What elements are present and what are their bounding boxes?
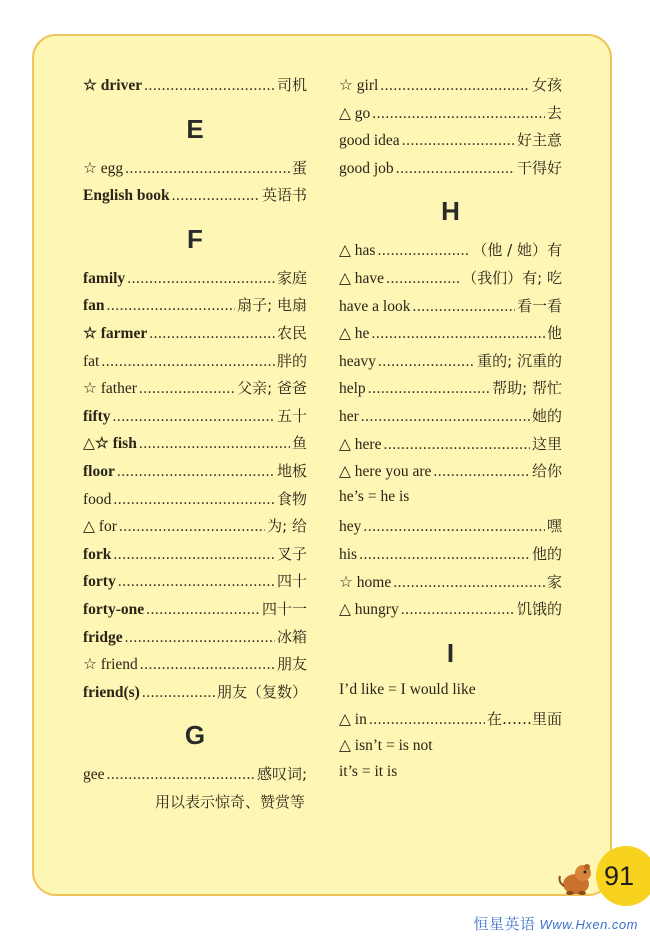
entry-word: △ in — [339, 711, 367, 729]
dot-leader — [396, 160, 515, 178]
glossary-entry — [339, 239, 562, 267]
glossary-entry — [83, 377, 307, 405]
glossary-entry — [83, 350, 307, 378]
dot-leader — [119, 518, 265, 536]
entry-meaning: 重的; 沉重的 — [477, 351, 562, 370]
entry-meaning: 嘿 — [546, 517, 562, 536]
dot-leader — [369, 711, 485, 729]
entry-word: food — [83, 490, 112, 508]
contraction-text: I’d like = I would like — [339, 680, 476, 698]
entry-meaning: （我们）有; 吃 — [462, 268, 562, 287]
entry-word: her — [339, 407, 359, 425]
entry-word: ☆ father — [83, 380, 137, 398]
entry-meaning: 给你 — [531, 462, 562, 481]
glossary-entry — [339, 322, 562, 350]
glossary-entry — [339, 74, 562, 102]
contraction-text: it’s = it is — [339, 763, 398, 781]
entry-meaning: 英语书 — [261, 186, 307, 205]
glossary-entry — [83, 294, 307, 322]
dot-leader — [371, 325, 545, 343]
entry-word: fridge — [83, 628, 123, 646]
entry-word: △ has — [339, 242, 376, 260]
entry-meaning: 干得好 — [516, 158, 562, 177]
dot-leader — [393, 574, 545, 592]
entry-meaning: 家庭 — [276, 268, 307, 287]
dot-leader — [139, 435, 290, 453]
entry-word: ☆ home — [339, 573, 392, 591]
glossary-entry — [83, 681, 307, 709]
contraction-text: △ isn’t = is not — [339, 736, 433, 754]
entry-meaning: 司机 — [276, 76, 307, 94]
glossary-contraction — [339, 736, 562, 764]
section-letter: H — [441, 196, 460, 227]
glossary-contraction — [339, 681, 562, 709]
glossary-entry — [83, 570, 307, 598]
glossary-entry — [339, 267, 562, 295]
dot-leader — [383, 436, 530, 454]
entry-word: fat — [83, 352, 100, 370]
footer-watermark[interactable] — [474, 913, 638, 934]
entry-word: fork — [83, 545, 112, 563]
entry-meaning: 家 — [546, 572, 562, 591]
glossary-entry — [83, 267, 307, 295]
entry-meaning: 帮助; 帮忙 — [492, 379, 562, 398]
dot-leader — [386, 270, 460, 288]
entry-meaning: 看一看 — [516, 296, 562, 315]
entry-meaning: 在……里面 — [486, 710, 562, 729]
entry-word: ☆ egg — [83, 159, 124, 177]
entry-word: good job — [339, 159, 394, 177]
dot-leader — [127, 270, 275, 288]
entry-word: ☆ girl — [339, 77, 379, 94]
entry-word: family — [83, 269, 126, 287]
entry-meaning: 胖的 — [276, 351, 307, 370]
dot-leader — [372, 105, 545, 123]
dot-leader — [107, 766, 255, 784]
mascot-illustration — [556, 858, 596, 898]
glossary-entry — [83, 460, 307, 488]
entry-meaning: 冰箱 — [276, 627, 307, 646]
entry-meaning: 他 — [546, 324, 562, 343]
dot-leader — [172, 187, 260, 205]
dot-leader — [368, 380, 490, 398]
glossary-left-column — [83, 74, 307, 818]
entry-word: floor — [83, 462, 115, 480]
glossary-entry — [339, 405, 562, 433]
glossary-entry — [83, 157, 307, 185]
entry-meaning: 朋友 — [276, 655, 307, 674]
entry-word: help — [339, 380, 366, 398]
entry-meaning: 他的 — [531, 544, 562, 563]
entry-meaning: 扇子; 电扇 — [237, 296, 307, 315]
dot-leader — [125, 160, 290, 178]
entry-word: fan — [83, 297, 105, 315]
entry-word: hey — [339, 518, 362, 536]
section-letter: F — [187, 223, 203, 254]
entry-meaning: 地板 — [276, 461, 307, 480]
contraction-text: he’s = he is — [339, 487, 410, 505]
glossary-contraction — [339, 488, 562, 516]
glossary-entry — [83, 432, 307, 460]
glossary-entry — [83, 763, 307, 791]
entry-word: forty — [83, 573, 116, 591]
entry-meaning: 蛋 — [291, 158, 307, 177]
glossary-entry — [339, 433, 562, 461]
section-letter: G — [184, 720, 206, 751]
dot-leader — [113, 408, 275, 426]
section-letter: E — [186, 113, 204, 144]
entry-meaning: 农民 — [276, 323, 307, 342]
entry-meaning: 叉子 — [276, 544, 307, 563]
glossary-entry — [83, 184, 307, 212]
entry-meaning: （他 / 她）有 — [472, 241, 562, 260]
entry-meaning-continuation — [83, 791, 307, 819]
page-number: 91 — [603, 860, 635, 891]
entry-word: his — [339, 545, 358, 563]
dot-leader — [101, 353, 275, 371]
dot-leader — [361, 408, 530, 426]
entry-word: good idea — [339, 132, 400, 150]
glossary-entry — [339, 543, 562, 571]
glossary-entry — [339, 708, 562, 736]
entry-word: friend(s) — [83, 683, 140, 701]
glossary-entry — [339, 102, 562, 130]
glossary-entry — [339, 460, 562, 488]
entry-meaning: 食物 — [276, 489, 307, 508]
entry-word: gee — [83, 766, 105, 784]
glossary-entry — [83, 598, 307, 626]
entry-word: △ hungry — [339, 601, 399, 619]
entry-word: △☆ fish — [83, 435, 137, 453]
entry-meaning: 女孩 — [531, 76, 562, 94]
dot-leader — [412, 298, 515, 316]
dot-leader — [113, 546, 275, 564]
dot-leader — [149, 325, 275, 343]
dot-leader — [125, 629, 275, 647]
dot-leader — [142, 684, 215, 702]
dot-leader — [380, 77, 530, 95]
dot-leader — [402, 132, 515, 150]
glossary-right-column — [339, 74, 562, 791]
glossary-entry — [83, 543, 307, 571]
entry-word: ☆ friend — [83, 656, 138, 674]
entry-word: have a look — [339, 297, 411, 315]
entry-meaning: 鱼 — [291, 434, 307, 453]
entry-word: fifty — [83, 407, 111, 425]
glossary-entry — [339, 129, 562, 157]
entry-meaning: 感叹词; — [256, 765, 307, 784]
glossary-entry — [339, 598, 562, 626]
glossary-entry — [83, 653, 307, 681]
entry-word: forty-one — [83, 600, 145, 618]
entry-word: ☆ driver — [83, 77, 143, 94]
entry-word: △ have — [339, 269, 385, 287]
dot-leader — [363, 518, 545, 536]
entry-meaning: 父亲; 爸爸 — [237, 379, 307, 398]
entry-meaning: 好主意 — [516, 131, 562, 150]
entry-word: △ go — [339, 104, 371, 122]
glossary-entry — [83, 405, 307, 433]
dot-leader — [113, 491, 275, 509]
entry-meaning: 饥饿的 — [516, 600, 562, 619]
dot-leader — [377, 242, 470, 260]
glossary-entry — [339, 157, 562, 185]
dot-leader — [378, 353, 475, 371]
dot-leader — [117, 463, 275, 481]
entry-meaning: 五十 — [276, 406, 307, 425]
entry-word: △ here you are — [339, 463, 432, 481]
entry-meaning: 朋友（复数） — [216, 682, 307, 701]
entry-word: △ he — [339, 325, 370, 343]
glossary-entry — [83, 488, 307, 516]
dot-leader — [139, 380, 235, 398]
dot-leader — [359, 546, 530, 564]
entry-word: △ for — [83, 518, 117, 536]
entry-meaning: 四十一 — [261, 599, 307, 618]
entry-word: English book — [83, 187, 170, 205]
glossary-entry — [83, 74, 307, 102]
dot-leader — [140, 656, 275, 674]
dot-leader — [107, 297, 236, 315]
dot-leader — [144, 77, 275, 95]
dot-leader — [146, 601, 260, 619]
entry-word: ☆ farmer — [83, 324, 148, 342]
entry-meaning: 四十 — [276, 572, 307, 591]
entry-word: △ here — [339, 435, 382, 453]
section-letter: I — [446, 637, 455, 668]
entry-meaning: 这里 — [531, 434, 562, 453]
footer-logo-text: 恒星英语 — [473, 915, 536, 933]
glossary-contraction — [339, 763, 562, 791]
glossary-entry — [83, 322, 307, 350]
entry-word: heavy — [339, 352, 377, 370]
glossary-entry — [339, 295, 562, 323]
glossary-entry — [83, 515, 307, 543]
dot-leader — [433, 463, 530, 481]
entry-meaning: 她的 — [531, 406, 562, 425]
glossary-entry — [339, 571, 562, 599]
dot-leader — [118, 573, 275, 591]
glossary-entry — [339, 350, 562, 378]
glossary-entry — [339, 515, 562, 543]
footer-url: Www.Hxen.com — [539, 917, 638, 932]
entry-meaning: 用以表示惊奇、赞赏等 — [154, 792, 305, 811]
entry-meaning: 为; 给 — [267, 517, 307, 536]
dot-leader — [401, 601, 515, 619]
page-number-badge — [596, 846, 650, 906]
glossary-entry — [83, 626, 307, 654]
entry-meaning: 去 — [546, 103, 562, 122]
glossary-entry — [339, 377, 562, 405]
